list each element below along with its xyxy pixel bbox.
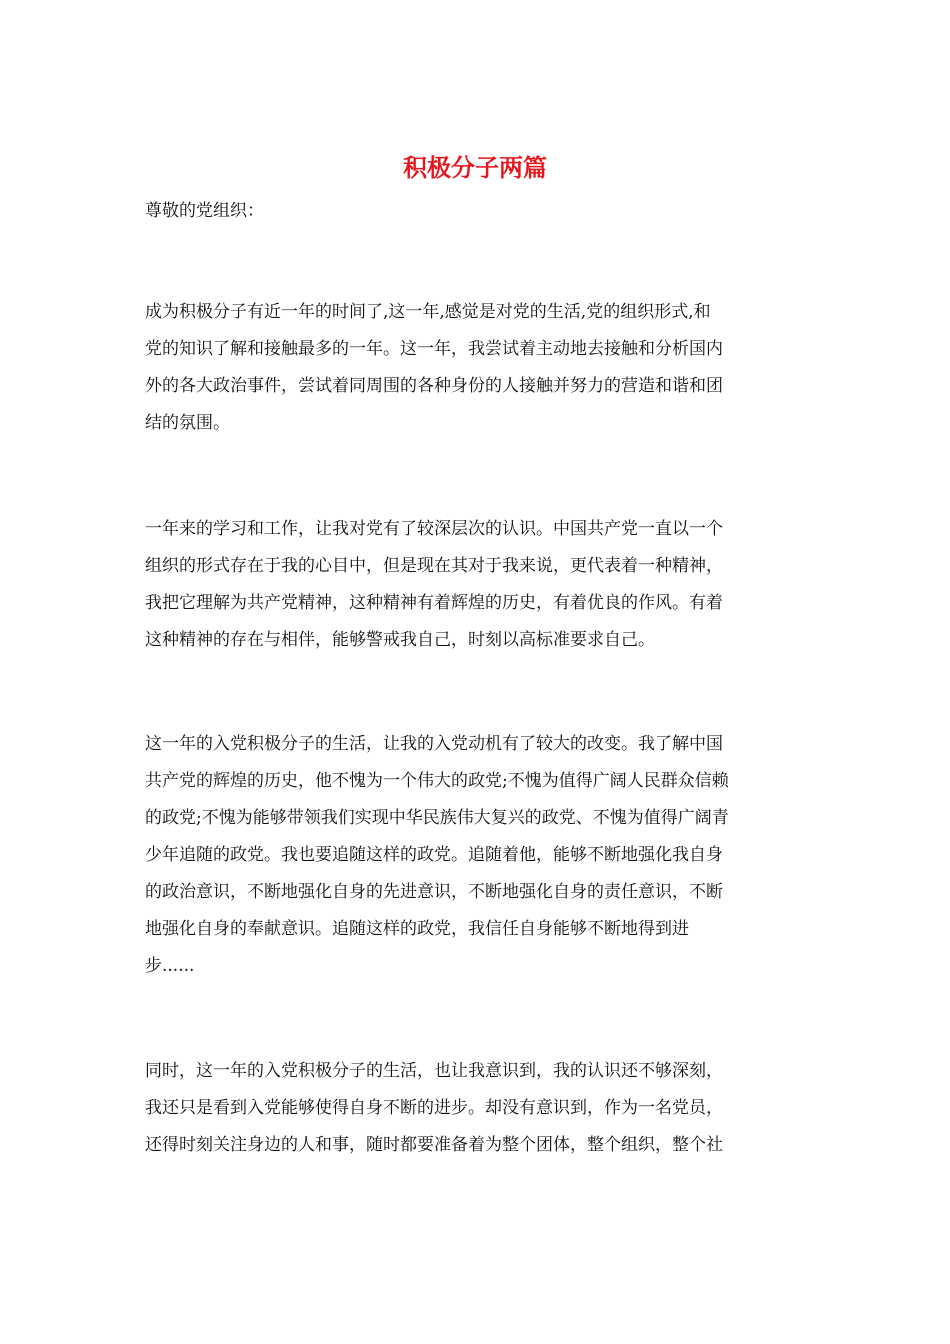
paragraph-line: 同时，这一年的入党积极分子的生活，也让我意识到，我的认识还不够深刻，: [145, 1061, 723, 1081]
paragraph-line: 一年来的学习和工作，让我对党有了较深层次的认识。中国共产党一直以一个: [145, 519, 723, 539]
paragraph-line: 成为积极分子有近一年的时间了,这一年,感觉是对党的生活,党的组织形式,和: [145, 302, 711, 322]
paragraph-3: [145, 726, 805, 985]
paragraph-line: 步......: [145, 956, 195, 976]
paragraph-line: 党的知识了解和接触最多的一年。这一年，我尝试着主动地去接触和分析国内: [145, 339, 723, 359]
salutation: 尊敬的党组织：: [145, 201, 264, 221]
document-title: 积极分子两篇: [403, 153, 547, 182]
paragraph-1: [145, 294, 805, 442]
paragraph-line: 这种精神的存在与相伴，能够警戒我自己，时刻以高标准要求自己。: [145, 630, 655, 650]
paragraph-line: 结的氛围。: [145, 413, 230, 433]
paragraph-line: 我把它理解为共产党精神，这种精神有着辉煌的历史，有着优良的作风。有着: [145, 593, 723, 613]
paragraph-line: 组织的形式存在于我的心目中，但是现在其对于我来说，更代表着一种精神，: [145, 556, 723, 576]
paragraph-2: [145, 511, 805, 659]
paragraph-line: 共产党的辉煌的历史，他不愧为一个伟大的政党;不愧为值得广阔人民群众信赖: [145, 771, 729, 791]
paragraph-line: 这一年的入党积极分子的生活，让我的入党动机有了较大的改变。我了解中国: [145, 734, 723, 754]
paragraph-line: 我还只是看到入党能够使得自身不断的进步。却没有意识到，作为一名党员，: [145, 1098, 723, 1118]
paragraph-line: 外的各大政治事件，尝试着同周围的各种身份的人接触并努力的营造和谐和团: [145, 376, 723, 396]
paragraph-line: 的政治意识，不断地强化自身的先进意识，不断地强化自身的责任意识，不断: [145, 882, 723, 902]
paragraph-line: 的政党;不愧为能够带领我们实现中华民族伟大复兴的政党、不愧为值得广阔青: [145, 808, 729, 828]
paragraph-line: 地强化自身的奉献意识。追随这样的政党，我信任自身能够不断地得到进: [145, 919, 689, 939]
paragraph-line: 还得时刻关注身边的人和事，随时都要准备着为整个团体，整个组织，整个社: [145, 1135, 723, 1155]
paragraph-4: [145, 1053, 805, 1164]
paragraph-line: 少年追随的政党。我也要追随这样的政党。追随着他，能够不断地强化我自身: [145, 845, 723, 865]
